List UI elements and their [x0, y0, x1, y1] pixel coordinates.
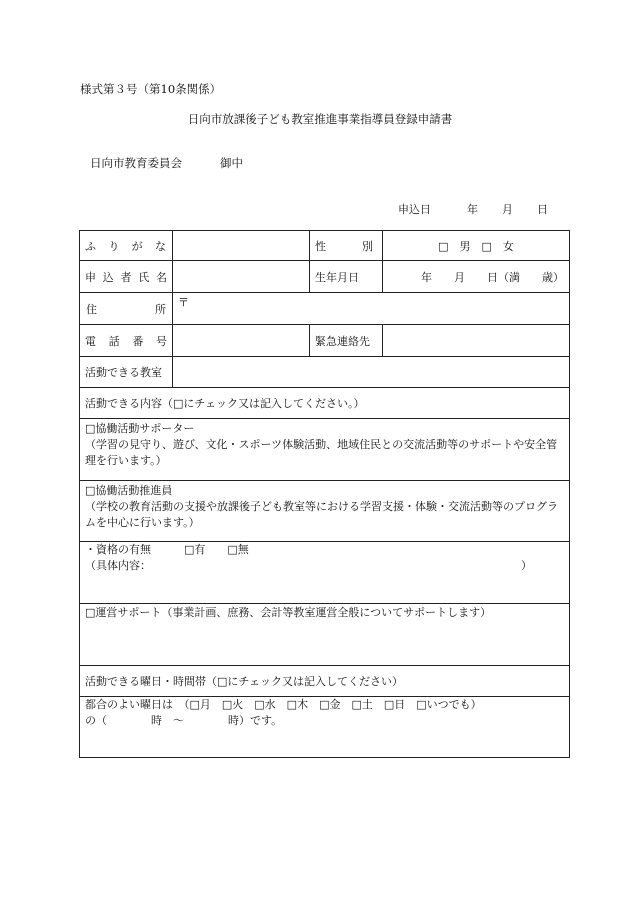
date-month: 月 — [502, 203, 513, 216]
schedule-days[interactable]: 都合のよい曜日は （□月 □火 □水 □木 □金 □土 □日 □いつでも） — [85, 698, 482, 711]
emergency-contact-field[interactable] — [383, 325, 570, 357]
address-label: 住 所 — [80, 293, 173, 325]
schedule-section — [80, 697, 570, 758]
row-address — [80, 293, 570, 325]
row-promoter — [80, 481, 570, 542]
row-schedule-heading — [80, 666, 570, 697]
application-date — [398, 201, 548, 217]
birthdate-label: 生年月日 — [310, 261, 383, 293]
phone-field[interactable] — [173, 325, 310, 357]
classroom-field[interactable] — [173, 357, 570, 388]
applicant-name-field[interactable] — [173, 261, 310, 293]
qualification-detail-close: ） — [521, 559, 532, 572]
form-number: 様式第３号（第10条関係） — [80, 82, 222, 96]
emergency-contact-label: 緊急連絡先 — [310, 325, 383, 357]
supporter-description: （学習の見守り、遊び、文化・スポーツ体験活動、地域住民との交流活動等のサポートや安全管理を行います。） — [85, 438, 558, 467]
qualification-detail-label: （具体内容： — [85, 559, 151, 572]
qualification-section — [80, 542, 570, 604]
date-year: 年 — [467, 203, 478, 216]
activity-content-heading: 活動できる内容（□にチェック又は記入してください。） — [80, 388, 570, 419]
date-day: 日 — [537, 203, 548, 216]
gender-label: 性 別 — [310, 231, 383, 261]
gender-options[interactable]: □ 男 □ 女 — [383, 231, 570, 261]
application-form-table — [79, 230, 570, 758]
qualification-line[interactable]: ・資格の有無 □有 □無 — [85, 543, 249, 556]
postal-mark: 〒 — [178, 296, 189, 309]
row-activity-heading — [80, 388, 570, 419]
row-schedule — [80, 697, 570, 758]
operation-support-section[interactable]: □運営サポート（事業計画、庶務、会計等教室運営全般についてサポートします） — [80, 604, 570, 666]
birthdate-field[interactable]: 年 月 日（満 歳） — [383, 261, 570, 293]
row-operation-support — [80, 604, 570, 666]
addressee-honorific: 御中 — [220, 156, 243, 170]
supporter-section — [80, 419, 570, 481]
applicant-name-label: 申 込 者 氏 名 — [80, 261, 173, 293]
row-phone — [80, 325, 570, 357]
promoter-checkbox-label[interactable]: □協働活動推進員 — [85, 484, 173, 497]
row-name — [80, 261, 570, 293]
schedule-time[interactable]: の（ 時 ～ 時）です。 — [85, 714, 283, 727]
furigana-field[interactable] — [173, 231, 310, 261]
row-furigana — [80, 231, 570, 261]
addressee — [90, 155, 243, 171]
row-supporter — [80, 419, 570, 481]
supporter-checkbox-label[interactable]: □協働活動サポーター — [85, 422, 195, 435]
date-label: 申込日 — [398, 203, 431, 216]
furigana-label: ふ り が な — [80, 231, 173, 261]
row-qualification — [80, 542, 570, 604]
address-field[interactable] — [173, 293, 570, 325]
classroom-label: 活動できる教室 — [80, 357, 173, 388]
document-title: 日向市放課後子ども教室推進事業指導員登録申請書 — [187, 112, 453, 126]
schedule-heading: 活動できる曜日・時間帯（□にチェック又は記入してください） — [80, 666, 570, 697]
qualification-detail-line — [85, 558, 564, 574]
row-classroom — [80, 357, 570, 388]
promoter-section — [80, 481, 570, 542]
promoter-description: （学校の教育活動の支援や放課後子ども教室等における学習支援・体験・交流活動等のプログラムを中心に行います。） — [85, 500, 558, 529]
addressee-name: 日向市教育委員会 — [90, 156, 182, 170]
phone-label: 電 話 番 号 — [80, 325, 173, 357]
